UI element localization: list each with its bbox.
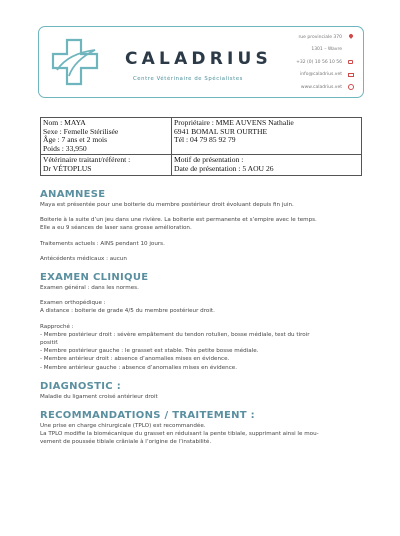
report-body	[40, 188, 366, 447]
examen-r3: - Membre antérieur droit : absence d’anomalies mises en évidence.	[40, 356, 230, 363]
letterhead	[38, 26, 364, 98]
vet-label: Vétérinaire traitant/référent :	[43, 155, 131, 165]
patient-name: Nom : MAYA	[43, 118, 86, 127]
examen-ortho-label: Examen orthopédique :	[40, 300, 106, 307]
vet-cell	[41, 155, 172, 175]
reco-p2-line2: vement de poussée tibiale crâniale à l’origine de l’instabilité.	[40, 439, 212, 446]
patient-weight: Poids : 33,950	[43, 143, 87, 153]
anamnese-p1: Maya est présentée pour une boiterie du membre postérieur droit évoluant depuis fin juin.	[40, 202, 294, 208]
reco-p1: Une prise en charge chirurgicale (TPLO) est recommandée.	[40, 423, 206, 430]
motif-cell	[172, 155, 362, 175]
anamnese-heading: ANAMNESE	[40, 189, 106, 200]
examen-rapproche-label: Rapproché :	[40, 323, 74, 330]
owner-phone: Tél : 04 79 85 92 79	[174, 135, 236, 145]
patient-sex: Sexe : Femelle Stérilisée	[43, 126, 119, 136]
examen-general: Examen général : dans les normes.	[40, 285, 139, 292]
contact-block	[274, 31, 354, 94]
examen-ortho-distance: A distance : boiterie de grade 4/5 du membre postérieur droit.	[40, 308, 215, 315]
contact-city: 1301 – Wavre	[311, 47, 342, 53]
pin-icon	[348, 34, 354, 40]
owner-cell	[172, 118, 362, 155]
examen-r1-line2: positif.	[40, 340, 59, 347]
patient-info-table	[40, 117, 362, 176]
anamnese-treatments: Traitements actuels : AINS pendant 10 jours.	[40, 240, 165, 247]
diagnostic-heading: DIAGNOSTIC :	[40, 380, 122, 392]
diagnostic-text: Maladie du ligament croisé antérieur droit	[40, 393, 158, 400]
anamnese-p2-line2: Elle a eu 9 séances de laser sans grosse amélioration.	[40, 225, 192, 232]
contact-website[interactable]: www.caladrius.vet	[274, 81, 354, 94]
anamnese-history: Antécédents médicaux : aucun	[40, 255, 127, 262]
contact-phone: +32 (0) 10 56 10 56	[274, 56, 354, 69]
contact-email[interactable]: info@caladrius.vet	[274, 69, 354, 82]
brand-name: CALADRIUS	[125, 49, 272, 69]
examen-r2: - Membre postérieur gauche : le grasset est stable. Très petite bosse médiale.	[40, 348, 259, 355]
mail-icon	[348, 72, 354, 78]
caladrius-logo-icon	[49, 36, 101, 88]
brand-subtitle: Centre Vétérinaire de Spécialistes	[133, 76, 244, 82]
web-icon	[348, 84, 354, 90]
examen-r1-line1: - Membre postérieur droit : sévère empâtement du tendon rotulien, bosse médiale, test du tiroir	[40, 331, 310, 338]
reco-p2-line1: La TPLO modifie la biomécanique du grasset en réduisant la pente tibiale, supprimant ainsi le mou-	[40, 431, 319, 438]
vet-name: Dr VÉTOPLUS	[43, 163, 92, 173]
patient-cell	[41, 118, 172, 155]
owner-name: Propriétaire : MME AUVENS Nathalie	[174, 118, 294, 127]
anamnese-p2-line1: Boiterie à la suite d’un jeu dans une rivière. La boiterie est permanente et s’empire avec le temps.	[40, 217, 317, 224]
patient-age: Âge : 7 ans et 2 mois	[43, 135, 108, 145]
presentation-date: Date de présentation : 5 AOU 26	[174, 163, 274, 173]
motif-label: Motif de présentation :	[174, 155, 244, 165]
contact-address: rue provinciale 370	[274, 31, 354, 44]
recommandations-heading: RECOMMANDATIONS / TRAITEMENT :	[40, 410, 255, 422]
examen-r4: - Membre antérieur gauche : absence d’anomalies mises en évidence.	[40, 364, 237, 371]
examen-heading: EXAMEN CLINIQUE	[40, 272, 149, 284]
owner-address: 6941 BOMAL SUR OURTHE	[174, 126, 268, 136]
phone-icon	[348, 59, 354, 65]
